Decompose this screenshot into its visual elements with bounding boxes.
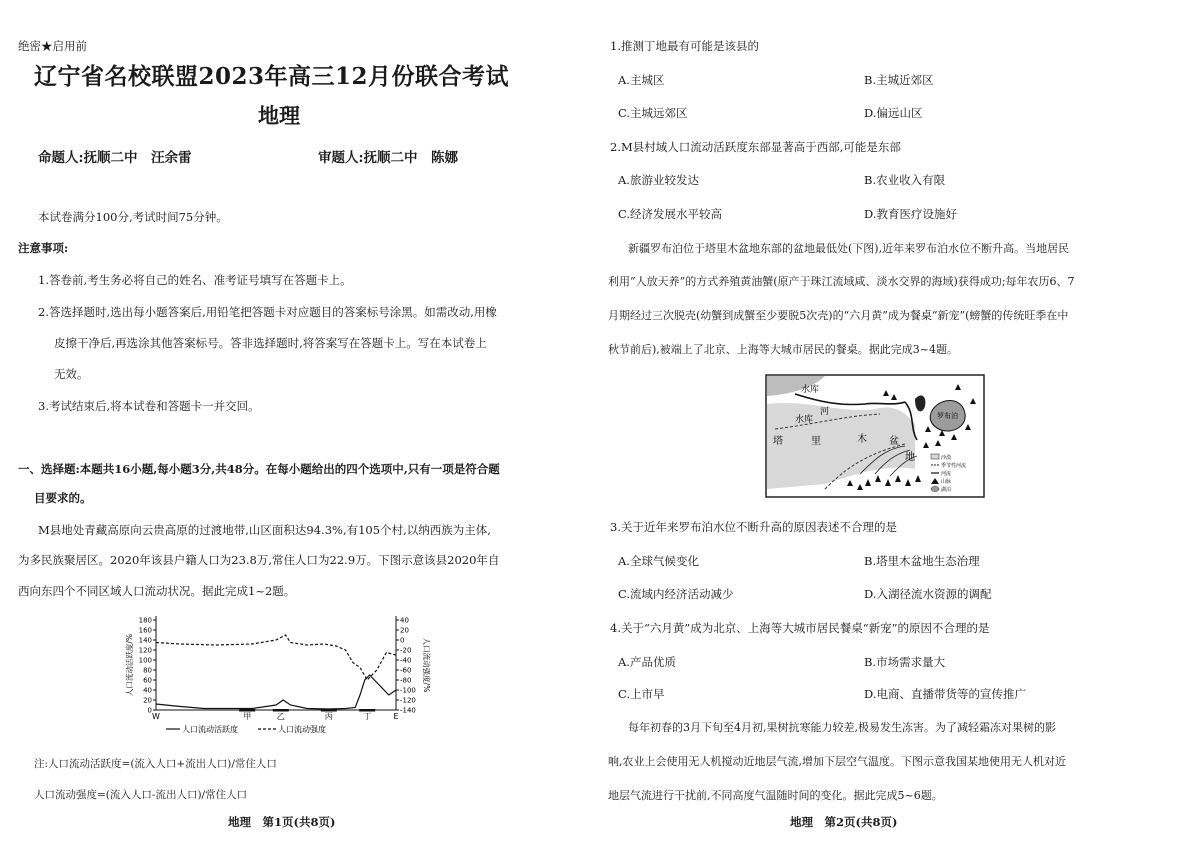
y-tick-label: 120 [138,646,152,655]
y-tick-label: 60 [143,676,152,685]
section-heading: 一、选择题:本题共16小题,每小题3分,共48分。在每小题给出的四个选项中,只有一项是符合题 [18,462,500,476]
map-label-river: 河 [820,407,830,417]
material-3-line-1: 每年初春的3月下旬至4月初,果树抗寒能力较差,极易发生冻害。为了减轻霜冻对果树的影 [628,721,1056,734]
x-region-marker [359,709,375,712]
q4-option-a: A.产品优质 [618,655,676,669]
exam-title: 辽宁省名校联盟2023年高三12月份联合考试 [34,63,510,90]
y2-tick-label: -120 [400,696,416,705]
right-page [600,0,1200,843]
legend-intensity-label: 人口流动强度 [278,725,326,734]
series-line-intensity [156,635,396,680]
material-3-line-3: 地层气流进行干扰前,不同高度气温随时间的变化。据此完成5~6题。 [608,789,943,802]
y2-tick-label: -60 [400,666,412,675]
y2-tick-label: 40 [400,616,409,625]
x-tick-label: W [152,712,160,721]
map-label-lake: 罗布泊 [937,412,958,420]
legend-activity-label: 人口流动活跃度 [182,725,238,734]
x-tick-label: 丁 [363,712,372,721]
legend-lake: 湖泊 [941,487,952,493]
material-3-line-2: 响,农业上会使用无人机搅动近地层气流,增加下层空气温度。下图示意我国某地使用无人机对近 [608,755,1066,768]
y-tick-label: 20 [143,696,152,705]
x-tick-label: 乙 [276,712,285,721]
exam-info: 本试卷满分100分,考试时间75分钟。 [38,210,228,224]
y-tick-label: 180 [138,616,152,625]
q1-option-d: D.偏远山区 [864,106,923,120]
map-label-pen: 盆 [889,436,899,447]
material-2-line-3: 月期经过三次脱壳(幼蟹到成蟹至少要脱5次壳)的“六月黄”成为餐桌“新宠”(螃蟹的传统旺季在中 [608,309,1069,322]
legend-desert: 沙漠 [941,455,952,461]
legend-mountain: 山脉 [941,479,952,485]
y-tick-label: 80 [143,666,152,675]
q1-option-a: A.主城区 [618,73,665,87]
q1-option-b: B.主城近郊区 [864,73,934,87]
y2-tick-label: 0 [400,636,405,645]
legend-seasonal-river: 季节性河流 [941,463,967,469]
legend-river: 河流 [941,471,952,477]
y2-tick-label: -100 [400,686,416,695]
y2-tick-label: -80 [400,676,412,685]
x-tick-label: 甲 [243,712,252,721]
notice-item-2-end: 无效。 [54,367,89,381]
map-label-ta: 塔 [773,436,783,447]
page-footer-1: 地理 第1页(共8页) [228,815,336,829]
material-2-line-1: 新疆罗布泊位于塔里木盆地东部的盆地最低处(下图),近年来罗布泊水位不断升高。当地居民 [628,242,1070,255]
series-line-activity [156,675,396,709]
y-tick-label: 140 [138,636,152,645]
notice-item-2: 2.答选择题时,选出每小题答案后,用铅笔把答题卡对应题目的答案标号涂黑。如需改动,用橡 [38,305,497,319]
q1-option-c: C.主城远郊区 [618,106,688,120]
map-label-di: 地 [905,452,915,463]
q3-option-b: B.塔里木盆地生态治理 [864,554,980,568]
x-region-marker [239,709,255,712]
q3-option-d: D.入湖径流水资源的调配 [864,587,992,601]
map-label-li: 里 [811,436,821,447]
y-tick-label: 40 [143,686,152,695]
q4-option-b: B.市场需求量大 [864,655,946,669]
y2-tick-label: -20 [400,646,412,655]
q2-option-c: C.经济发展水平较高 [618,207,723,221]
map-label-reservoir: 水库 [795,415,814,425]
material-2-line-2: 利用“人放天养”的方式养殖黄油蟹(原产于珠江流域咸、淡水交界的海域)获得成功;每年农历6、7 [608,275,1075,288]
y-tick-label: 100 [138,656,152,665]
y2-tick-label: -140 [400,706,416,715]
chart-note-2: 人口流动强度=(流入人口-流出人口)/常住人口 [34,789,248,801]
map-label-reservoir-top: 水库 [801,385,820,395]
q3-option-a: A.全球气候变化 [618,554,699,568]
q4-option-c: C.上市早 [618,687,665,701]
secret-label: 绝密★启用前 [18,39,87,53]
y2-axis-label: 人口流动强度/% [422,637,431,693]
notice-item-3: 3.考试结束后,将本试卷和答题卡一并交回。 [38,399,260,413]
material-1-line-2: 为多民族聚居区。2020年该县户籍人口为23.8万,常住人口为22.9万。下图示意该县2020年自 [18,553,500,567]
notice-item-1: 1.答卷前,考生务必将自己的姓名、准考证号填写在答题卡上。 [38,273,352,287]
y2-tick-label: -40 [400,656,412,665]
question-3: 3.关于近年来罗布泊水位不断升高的原因表述不合理的是 [610,520,897,534]
q4-option-d: D.电商、直播带货等的宣传推广 [864,687,1026,701]
question-4: 4.关于“六月黄”成为北京、上海等大城市居民餐桌“新宠”的原因不合理的是 [610,621,990,635]
x-region-marker [321,709,337,712]
q2-option-b: B.农业收入有限 [864,173,946,187]
question-setter: 命题人:抚顺二中 汪余雷 [38,150,192,166]
question-2: 2.M县村域人口流动活跃度东部显著高于西部,可能是东部 [610,140,901,154]
notice-heading: 注意事项: [18,241,69,255]
x-region-marker [273,709,289,712]
y-axis-label: 人口流动活跃度/% [125,633,134,697]
y-tick-label: 0 [147,706,152,715]
x-tick-label: E [393,712,399,721]
q2-option-a: A.旅游业较发达 [618,173,699,187]
section-heading-cont: 目要求的。 [34,491,92,505]
subject-title: 地理 [258,103,300,128]
q3-option-c: C.流域内经济活动减少 [618,587,734,601]
notice-item-2-cont: 皮擦干净后,再选涂其他答案标号。答非选择题时,将答案写在答题卡上。写在本试卷上 [54,336,487,350]
material-1-line-3: 西向东四个不同区域人口流动状况。据此完成1~2题。 [18,584,296,598]
material-1-line-1: M县地处青藏高原向云贵高原的过渡地带,山区面积达94.3%,有105个村,以纳西族为主体, [38,523,491,537]
question-1: 1.推测丁地最有可能是该县的 [610,39,759,53]
lopnur-map [765,374,985,498]
map-label-mu: 木 [857,434,867,445]
q2-option-d: D.教育医疗设施好 [864,207,957,221]
y-tick-label: 160 [138,626,152,635]
x-tick-label: 丙 [324,712,333,721]
page-footer-2: 地理 第2页(共8页) [790,815,898,829]
chart-note-1: 注:人口流动活跃度=(流入人口+流出人口)/常住人口 [34,758,277,770]
material-2-line-4: 秋节前后),被端上了北京、上海等大城市居民的餐桌。据此完成3~4题。 [608,343,958,356]
y2-tick-label: 20 [400,626,409,635]
question-reviewer: 审题人:抚顺二中 陈娜 [318,150,458,166]
population-flow-chart [118,612,431,742]
